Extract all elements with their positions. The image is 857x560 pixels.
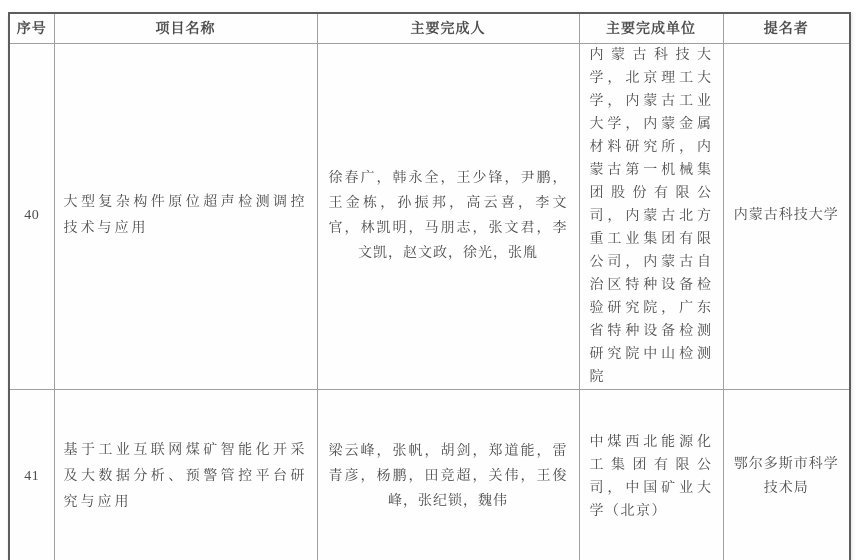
cell-nominator: 鄂尔多斯市科学技术局	[723, 389, 850, 560]
header-main-units: 主要完成单位	[579, 13, 723, 43]
header-row	[9, 13, 850, 43]
cell-main-units: 内蒙古科技大学，北京理工大学，内蒙古工业大学，内蒙金属材料研究所，内蒙古第一机械集团股份有限公司，内蒙古北方重工业集团有限公司，内蒙古自治区特种设备检验研究院，广东省特种设备检测研究院中山检测院	[579, 43, 723, 389]
cell-main-contributors: 徐春广，韩永全，王少锋，尹鹏，王金栋，孙振邦，高云喜，李文官，林凯明，马朋志，张文君，李文凯，赵文政，徐光，张胤	[317, 43, 579, 389]
cell-main-units: 中煤西北能源化工集团有限公司，中国矿业大学（北京）	[579, 389, 723, 560]
table-row-41	[9, 389, 850, 560]
cell-serial-number: 40	[9, 43, 54, 389]
award-projects-table	[8, 12, 851, 560]
cell-main-contributors: 梁云峰，张帆，胡剑，郑道能，雷青彦，杨鹏，田竞超，关伟，王俊峰，张纪锁，魏伟	[317, 389, 579, 560]
cell-nominator: 内蒙古科技大学	[723, 43, 850, 389]
cell-serial-number: 41	[9, 389, 54, 560]
table-row-40	[9, 43, 850, 389]
cell-project-name: 大型复杂构件原位超声检测调控技术与应用	[54, 43, 317, 389]
header-serial-number: 序号	[9, 13, 54, 43]
header-main-contributors: 主要完成人	[317, 13, 579, 43]
cell-project-name: 基于工业互联网煤矿智能化开采及大数据分析、预警管控平台研究与应用	[54, 389, 317, 560]
header-project-name: 项目名称	[54, 13, 317, 43]
header-nominator: 提名者	[723, 13, 850, 43]
